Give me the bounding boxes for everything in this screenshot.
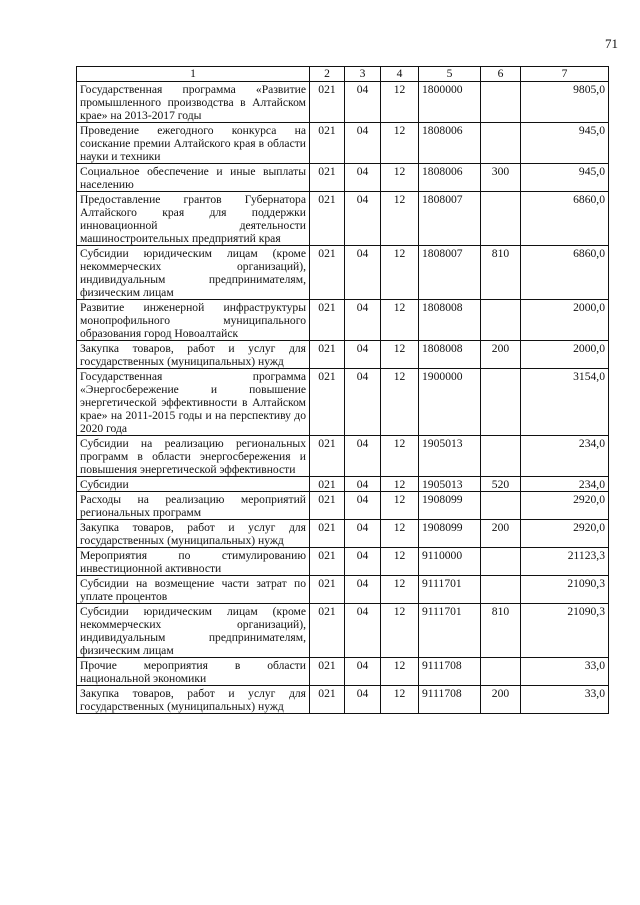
row-col-4: 12: [381, 300, 419, 341]
row-col-4: 12: [381, 604, 419, 658]
row-col-3: 04: [345, 246, 381, 300]
row-col-4: 12: [381, 492, 419, 520]
table-row: [77, 477, 609, 492]
row-amount: 945,0: [521, 164, 609, 192]
row-name: Расходы на реализацию мероприятий региональных программ: [77, 492, 310, 520]
header-col-4: 4: [381, 67, 419, 82]
row-name: Проведение ежегодного конкурса на соискание премии Алтайского края в области науки и техники: [77, 123, 310, 164]
row-amount: 21090,3: [521, 604, 609, 658]
header-col-5: 5: [419, 67, 481, 82]
row-col-5: 9111708: [419, 658, 481, 686]
row-name: Субсидии на реализацию региональных программ в области энергосбережения и повышения энергетической эффективности: [77, 436, 310, 477]
table-row: [77, 341, 609, 369]
table-row: [77, 604, 609, 658]
row-name: Субсидии юридическим лицам (кроме некоммерческих организаций), индивидуальным предпринимателям, физическим лицам: [77, 246, 310, 300]
row-col-6: [481, 492, 521, 520]
table-row: [77, 548, 609, 576]
table-row: [77, 576, 609, 604]
row-col-2: 021: [310, 82, 345, 123]
table-row: [77, 369, 609, 436]
row-col-5: 1908099: [419, 492, 481, 520]
row-col-2: 021: [310, 604, 345, 658]
row-col-4: 12: [381, 82, 419, 123]
row-col-2: 021: [310, 192, 345, 246]
row-col-4: 12: [381, 123, 419, 164]
row-col-3: 04: [345, 658, 381, 686]
row-col-4: 12: [381, 369, 419, 436]
row-col-6: 300: [481, 164, 521, 192]
row-col-4: 12: [381, 341, 419, 369]
row-amount: 21123,3: [521, 548, 609, 576]
row-col-6: 810: [481, 246, 521, 300]
row-col-4: 12: [381, 576, 419, 604]
row-col-6: 200: [481, 686, 521, 714]
row-col-5: 9111708: [419, 686, 481, 714]
row-col-5: 9110000: [419, 548, 481, 576]
row-col-4: 12: [381, 192, 419, 246]
row-col-4: 12: [381, 686, 419, 714]
budget-table: [76, 66, 609, 714]
row-col-5: 1908099: [419, 520, 481, 548]
row-col-2: 021: [310, 576, 345, 604]
row-col-4: 12: [381, 477, 419, 492]
table-row: [77, 246, 609, 300]
row-col-2: 021: [310, 492, 345, 520]
table-row: [77, 123, 609, 164]
row-col-5: 1905013: [419, 477, 481, 492]
row-col-4: 12: [381, 246, 419, 300]
row-col-2: 021: [310, 123, 345, 164]
row-name: Государственная программа «Развитие промышленного производства в Алтайском крае» на 2013-2017 годы: [77, 82, 310, 123]
row-col-2: 021: [310, 300, 345, 341]
table-row: [77, 686, 609, 714]
row-amount: 33,0: [521, 658, 609, 686]
row-name: Субсидии: [77, 477, 310, 492]
row-amount: 945,0: [521, 123, 609, 164]
row-col-2: 021: [310, 686, 345, 714]
row-col-6: 520: [481, 477, 521, 492]
row-name: Социальное обеспечение и иные выплаты населению: [77, 164, 310, 192]
row-col-5: 1808007: [419, 246, 481, 300]
row-col-5: 1808007: [419, 192, 481, 246]
row-col-4: 12: [381, 548, 419, 576]
row-col-5: 9111701: [419, 604, 481, 658]
row-name: Мероприятия по стимулированию инвестиционной активности: [77, 548, 310, 576]
row-col-3: 04: [345, 604, 381, 658]
row-col-3: 04: [345, 82, 381, 123]
row-col-3: 04: [345, 520, 381, 548]
row-col-3: 04: [345, 164, 381, 192]
row-col-4: 12: [381, 520, 419, 548]
table-row: [77, 436, 609, 477]
row-col-5: 9111701: [419, 576, 481, 604]
row-col-6: [481, 123, 521, 164]
row-col-2: 021: [310, 436, 345, 477]
row-col-6: [481, 548, 521, 576]
row-col-3: 04: [345, 477, 381, 492]
row-name: Субсидии юридическим лицам (кроме некоммерческих организаций), индивидуальным предпринимателям, физическим лицам: [77, 604, 310, 658]
row-col-5: 1808008: [419, 341, 481, 369]
row-col-3: 04: [345, 341, 381, 369]
row-amount: 6860,0: [521, 246, 609, 300]
row-col-3: 04: [345, 369, 381, 436]
table-row: [77, 192, 609, 246]
header-col-2: 2: [310, 67, 345, 82]
row-col-4: 12: [381, 164, 419, 192]
row-col-3: 04: [345, 686, 381, 714]
row-col-5: 1900000: [419, 369, 481, 436]
row-col-3: 04: [345, 192, 381, 246]
header-row: [77, 67, 609, 82]
row-amount: 33,0: [521, 686, 609, 714]
row-name: Прочие мероприятия в области национальной экономики: [77, 658, 310, 686]
row-amount: 6860,0: [521, 192, 609, 246]
row-col-3: 04: [345, 576, 381, 604]
table-header: [77, 67, 609, 82]
row-col-6: [481, 300, 521, 341]
row-name: Субсидии на возмещение части затрат по уплате процентов: [77, 576, 310, 604]
row-col-6: [481, 658, 521, 686]
row-amount: 234,0: [521, 436, 609, 477]
row-col-2: 021: [310, 246, 345, 300]
row-col-6: [481, 436, 521, 477]
row-col-6: [481, 82, 521, 123]
row-amount: 2920,0: [521, 520, 609, 548]
row-name: Закупка товаров, работ и услуг для государственных (муниципальных) нужд: [77, 686, 310, 714]
row-col-3: 04: [345, 492, 381, 520]
row-col-2: 021: [310, 341, 345, 369]
row-name: Развитие инженерной инфраструктуры монопрофильного муниципального образования город Новоалтайск: [77, 300, 310, 341]
row-col-3: 04: [345, 548, 381, 576]
row-amount: 234,0: [521, 477, 609, 492]
row-col-3: 04: [345, 123, 381, 164]
row-amount: 3154,0: [521, 369, 609, 436]
row-col-6: 200: [481, 341, 521, 369]
page-number: 71: [605, 36, 618, 51]
table-row: [77, 82, 609, 123]
row-name: Закупка товаров, работ и услуг для государственных (муниципальных) нужд: [77, 520, 310, 548]
row-col-5: 1800000: [419, 82, 481, 123]
row-amount: 9805,0: [521, 82, 609, 123]
row-col-4: 12: [381, 658, 419, 686]
table-row: [77, 520, 609, 548]
table-row: [77, 164, 609, 192]
header-col-6: 6: [481, 67, 521, 82]
row-col-2: 021: [310, 548, 345, 576]
row-col-5: 1808008: [419, 300, 481, 341]
row-amount: 2000,0: [521, 300, 609, 341]
row-col-3: 04: [345, 300, 381, 341]
table-row: [77, 300, 609, 341]
row-col-5: 1808006: [419, 164, 481, 192]
row-col-2: 021: [310, 164, 345, 192]
row-name: Предоставление грантов Губернатора Алтайского края для поддержки инновационной деятельности машиностроительных предприятий края: [77, 192, 310, 246]
header-col-3: 3: [345, 67, 381, 82]
table-row: [77, 492, 609, 520]
row-col-6: [481, 369, 521, 436]
table-row: [77, 658, 609, 686]
row-col-6: 200: [481, 520, 521, 548]
row-name: Закупка товаров, работ и услуг для государственных (муниципальных) нужд: [77, 341, 310, 369]
row-col-4: 12: [381, 436, 419, 477]
table-body: [77, 82, 609, 714]
row-col-2: 021: [310, 477, 345, 492]
row-amount: 2000,0: [521, 341, 609, 369]
row-col-5: 1905013: [419, 436, 481, 477]
row-col-2: 021: [310, 658, 345, 686]
row-col-5: 1808006: [419, 123, 481, 164]
row-name: Государственная программа «Энергосбережение и повышение энергетической эффективности в Алтайском крае» на 2011-2015 годы и на перспективу до 2020 года: [77, 369, 310, 436]
row-col-3: 04: [345, 436, 381, 477]
row-col-6: [481, 576, 521, 604]
row-amount: 21090,3: [521, 576, 609, 604]
header-col-1: 1: [77, 67, 310, 82]
row-col-6: [481, 192, 521, 246]
row-col-6: 810: [481, 604, 521, 658]
row-amount: 2920,0: [521, 492, 609, 520]
row-col-2: 021: [310, 520, 345, 548]
row-col-2: 021: [310, 369, 345, 436]
header-col-7: 7: [521, 67, 609, 82]
